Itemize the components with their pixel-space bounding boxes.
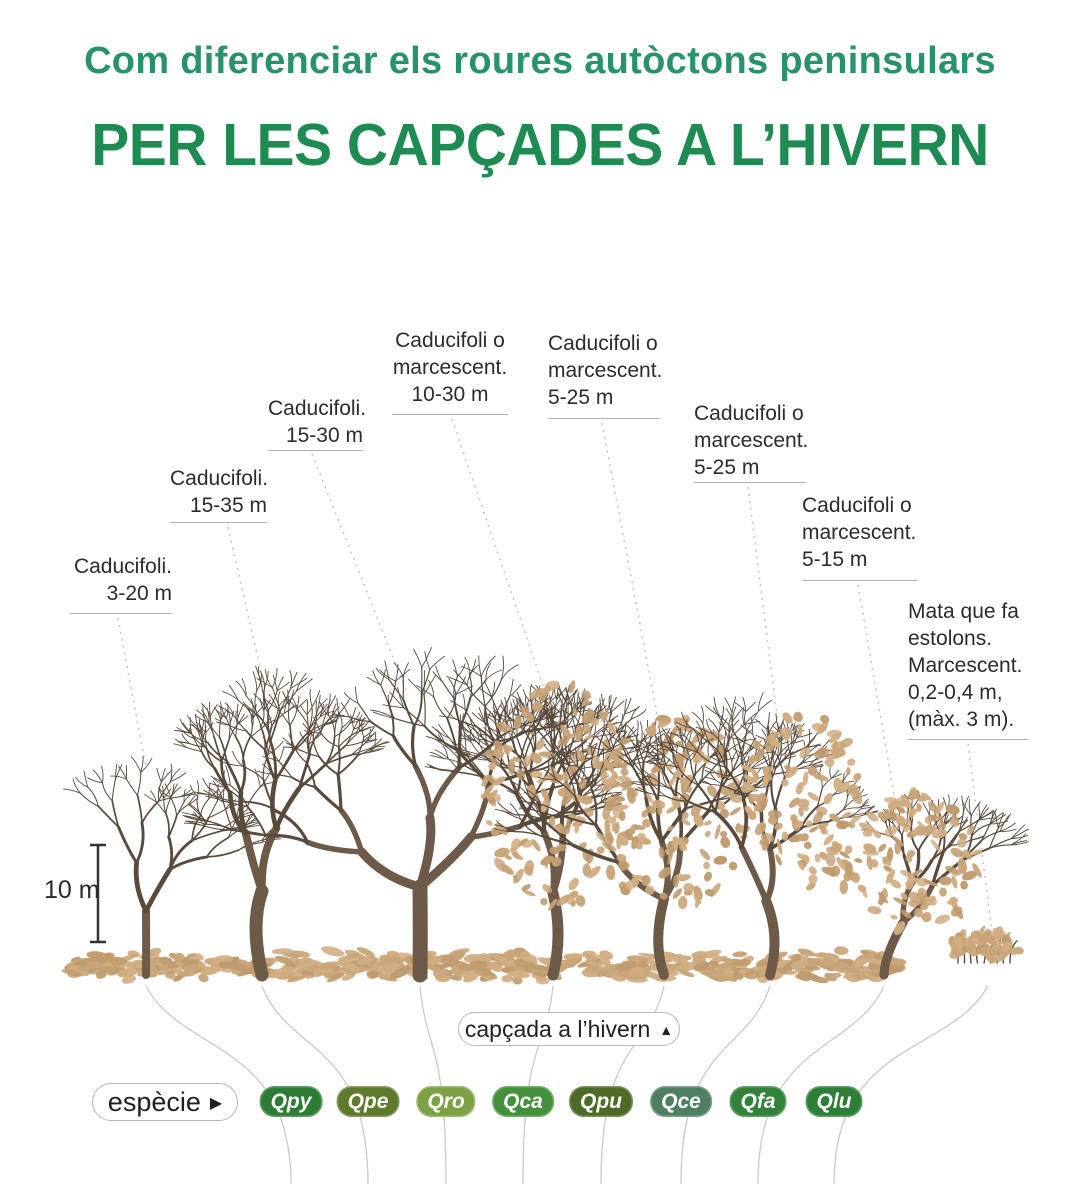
- tree-qca: [425, 679, 667, 975]
- tree-label-underline: [908, 739, 1028, 740]
- tree-qlu: [947, 925, 1024, 965]
- tree-label-qce: Caducifoli o marcescent. 5-25 m: [694, 402, 809, 479]
- species-toggle-label: espècie: [107, 1086, 201, 1117]
- tree-label-underline: [268, 450, 363, 451]
- ground-leaves: [61, 944, 907, 985]
- page-title: Com diferenciar els roures autòctons peninsulars: [84, 40, 996, 82]
- tree-label-underline: [170, 522, 267, 523]
- tree-label-qpu: Caducifoli o marcescent. 5-25 m: [548, 332, 663, 409]
- species-pill-qce[interactable]: Qce: [650, 1086, 712, 1117]
- page-subtitle: PER LES CAPÇADES A L’HIVERN: [91, 111, 989, 179]
- species-pill-qca[interactable]: Qca: [492, 1086, 554, 1117]
- tree-label-underline: [694, 482, 806, 483]
- canopy-winter-toggle[interactable]: [458, 1012, 680, 1046]
- tree-label-qpe: Caducifoli. 15-35 m: [170, 467, 269, 517]
- chevron-right-icon: ▶: [209, 1095, 223, 1112]
- tree-label-qfa: Caducifoli o marcescent. 5-15 m: [802, 494, 917, 571]
- species-toggle[interactable]: [92, 1083, 238, 1121]
- tree-label-qro: Caducifoli. 15-30 m: [268, 397, 367, 447]
- species-pill-qpy[interactable]: Qpy: [260, 1086, 323, 1117]
- canopy-winter-toggle-label: capçada a l’hivern: [464, 1015, 651, 1042]
- tree-label-underline: [70, 613, 172, 614]
- tree-label-qpy: Caducifoli. 3-20 m: [73, 555, 172, 605]
- tree-label-underline: [392, 414, 508, 415]
- species-pill-qro[interactable]: Qro: [416, 1086, 475, 1117]
- species-pill-qfa[interactable]: Qfa: [729, 1086, 786, 1117]
- species-pill-qpe[interactable]: Qpe: [337, 1086, 400, 1117]
- tree-label-qca: Caducifoli o marcescent. 10-30 m: [392, 329, 508, 406]
- species-pill-qpu[interactable]: Qpu: [569, 1086, 633, 1117]
- tree-label-qlu: Mata que fa estolons. Marcescent. 0,2-0,4 m, (màx. 3 m).: [908, 600, 1023, 731]
- scale-bar-label: 10 m: [44, 876, 100, 904]
- chevron-up-icon: ▲: [659, 1022, 674, 1038]
- tree-label-underline: [802, 580, 918, 581]
- species-pill-qlu[interactable]: Qlu: [806, 1086, 863, 1117]
- tree-label-underline: [548, 418, 660, 419]
